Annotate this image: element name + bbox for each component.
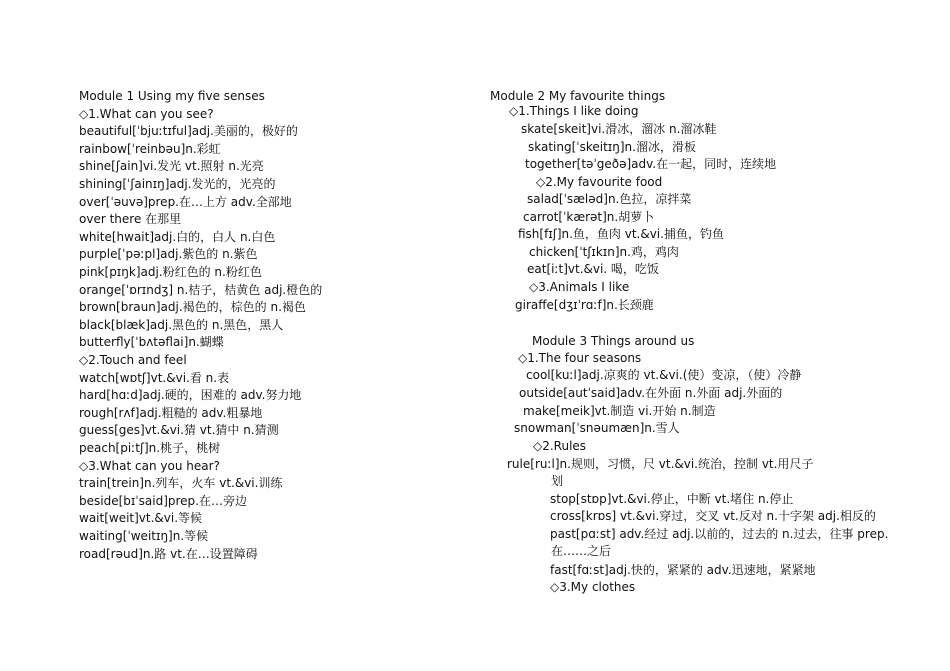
- vocab-entry: giraffe[dʒɪˈrɑːf]n.长颈鹿: [515, 298, 654, 312]
- vocab-entry: cool[kuːl]adj.凉爽的 vt.&vi.(使）变凉，（使）冷静: [526, 368, 802, 382]
- vocab-entry: rule[ruːl]n.规则，习惯，尺 vt.&vi.统治，控制 vt.用尺子: [507, 457, 814, 471]
- vocab-entry: make[meik]vt.制造 vi.开始 n.制造: [523, 404, 716, 418]
- vocab-entry: pink[pɪŋk]adj.粉红色的 n.粉红色: [79, 265, 262, 279]
- vocab-entry: train[trein]n.列车，火车 vt.&vi.训练: [79, 476, 283, 491]
- vocab-entry: carrot[ˈkærət]n.胡萝卜: [523, 210, 655, 224]
- section-heading: ◇3.My clothes: [550, 580, 636, 594]
- section-heading: ◇2.Rules: [533, 439, 587, 453]
- vocab-entry: rough[rʌf]adj.粗糙的 adv.粗暴地: [79, 405, 263, 420]
- vocab-entry: road[rəud]n.路 vt.在…设置障碍: [79, 546, 258, 561]
- vocab-entry: eat[iːt]vt.&vi. 喝，吃饭: [527, 262, 659, 276]
- vocab-entry: waiting[ˈweitɪŋ]n.等候: [79, 529, 209, 543]
- vocab-entry: white[hwait]adj.白的，白人 n.白色: [79, 229, 276, 244]
- vocab-entry: cross[krɒs] vt.&vi.穿过，交叉 vt.反对 n.十字架 adj.相反的: [550, 509, 876, 523]
- section-heading: ◇3.Animals I like: [529, 280, 630, 294]
- vocab-entry: beside[bɪˈsaid]prep.在…旁边: [79, 493, 247, 508]
- vocab-entry: fast[fɑːst]adj.快的，紧紧的 adv.迅速地，紧紧地: [550, 563, 816, 577]
- vocab-entry: beautiful[ˈbjuːtɪful]adj.美丽的，极好的: [79, 124, 298, 139]
- module-heading: Module 2 My favourite things: [490, 89, 666, 103]
- vocab-entry: together[təˈgeðə]adv.在一起，同时，连续地: [525, 157, 777, 171]
- vocab-entry: purple[ˈpəːpl]adj.紫色的 n.紫色: [79, 247, 258, 262]
- vocab-entry: 在……之后: [551, 544, 612, 558]
- section-heading: ◇2.Touch and feel: [79, 353, 187, 367]
- vocab-entry: hard[hɑːd]adj.硬的，困难的 adv.努力地: [79, 388, 302, 403]
- vocab-entry: skating[ˈskeitɪŋ]n.溜冰，滑板: [528, 140, 696, 154]
- section-heading: ◇2.My favourite food: [536, 175, 663, 189]
- module-heading: Module 1 Using my five senses: [79, 89, 265, 103]
- vocab-entry: stop[stɒp]vt.&vi.停止，中断 vt.堵住 n.停止: [550, 492, 794, 506]
- vocab-entry: outside[autˈsaid]adv.在外面 n.外面 adj.外面的: [519, 386, 783, 400]
- vocab-entry: over there 在那里: [79, 212, 182, 227]
- vocab-entry: past[pɑːst] adv.经过 adj.以前的，过去的 n.过去，往事 prep.: [550, 527, 889, 541]
- vocab-entry: black[blæk]adj.黑色的 n.黑色，黑人: [79, 317, 284, 332]
- vocab-entry: guess[ges]vt.&vi.猜 vt.猜中 n.猜测: [79, 423, 279, 438]
- vocab-entry: peach[piːtʃ]n.桃子，桃树: [79, 441, 221, 455]
- vocab-entry: shining[ˈʃainɪŋ]adj.发光的，光亮的: [79, 177, 276, 191]
- section-heading: ◇1.The four seasons: [518, 351, 642, 365]
- vocab-entry: 划: [551, 474, 564, 488]
- vocab-entry: snowman[ˈsnəumæn]n.雪人: [514, 421, 680, 435]
- section-heading: ◇1.Things I like doing: [509, 104, 639, 118]
- vocab-entry: fish[fɪʃ]n.鱼，鱼肉 vt.&vi.捕鱼，钓鱼: [518, 227, 724, 241]
- vocab-entry: wait[weit]vt.&vi.等候: [79, 511, 203, 526]
- vocab-entry: rainbow[ˈreinbəu]n.彩虹: [79, 141, 221, 156]
- vocab-entry: chicken[ˈtʃɪkɪn]n.鸡，鸡肉: [529, 245, 679, 259]
- module-heading: Module 3 Things around us: [532, 334, 695, 348]
- vocab-entry: orange[ˈɒrɪndʒ] n.桔子，桔黄色 adj.橙色的: [79, 282, 323, 297]
- section-heading: ◇3.What can you hear?: [79, 458, 220, 473]
- vocab-entry: watch[wɒtʃ]vt.&vi.看 n.表: [79, 370, 230, 385]
- vocab-entry: skate[skeit]vi.滑冰，溜冰 n.溜冰鞋: [521, 122, 717, 136]
- vocab-entry: over[ˈəuvə]prep.在…上方 adv.全部地: [79, 194, 292, 209]
- vocab-entry: salad[ˈsæləd]n.色拉，凉拌菜: [527, 192, 692, 206]
- vocab-entry: butterfly[ˈbʌtəflai]n.蝴蝶: [79, 335, 224, 350]
- section-heading: ◇1.What can you see?: [79, 106, 214, 121]
- vocab-entry: brown[braun]adj.褐色的，棕色的 n.褐色: [79, 300, 306, 315]
- vocab-entry: shine[ʃain]vi.发光 vt.照射 n.光亮: [79, 159, 264, 174]
